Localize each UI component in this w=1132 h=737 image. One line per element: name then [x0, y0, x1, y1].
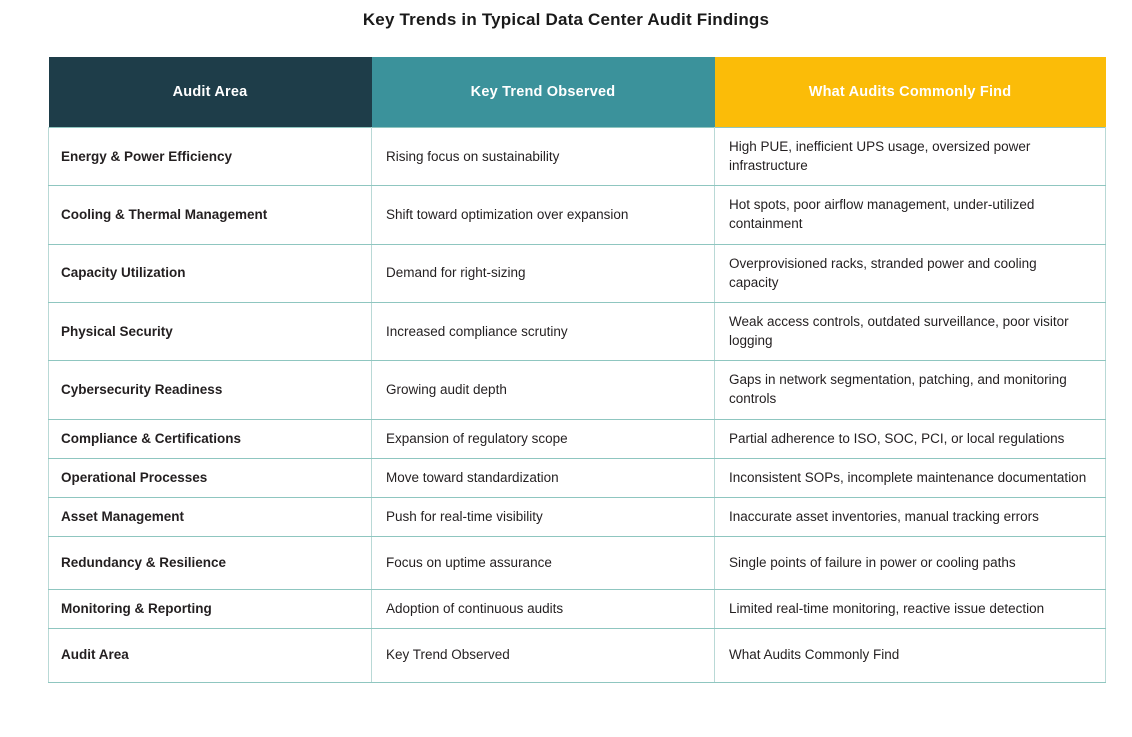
column-header-audit-area[interactable]: Audit Area: [49, 57, 372, 128]
cell-what-audits-commonly-find: Gaps in network segmentation, patching, and monitoring controls: [715, 361, 1106, 419]
cell-key-trend-observed: Push for real-time visibility: [372, 497, 715, 536]
table-row[interactable]: [49, 458, 1106, 497]
cell-audit-area: Asset Management: [49, 497, 372, 536]
cell-audit-area: Cybersecurity Readiness: [49, 361, 372, 419]
table-header: [49, 57, 1106, 128]
cell-what-audits-commonly-find: Inconsistent SOPs, incomplete maintenance documentation: [715, 458, 1106, 497]
table-row[interactable]: [49, 302, 1106, 360]
cell-audit-area: Cooling & Thermal Management: [49, 186, 372, 244]
cell-audit-area: Operational Processes: [49, 458, 372, 497]
cell-audit-area: Capacity Utilization: [49, 244, 372, 302]
cell-key-trend-observed: Rising focus on sustainability: [372, 128, 715, 186]
column-header-key-trend-observed[interactable]: Key Trend Observed: [372, 57, 715, 128]
cell-audit-area: Audit Area: [49, 629, 372, 682]
table-row[interactable]: [49, 497, 1106, 536]
cell-what-audits-commonly-find: What Audits Commonly Find: [715, 629, 1106, 682]
column-header-what-audits-commonly-find[interactable]: What Audits Commonly Find: [715, 57, 1106, 128]
header-row: [49, 57, 1106, 128]
cell-what-audits-commonly-find: Single points of failure in power or cooling paths: [715, 537, 1106, 590]
cell-what-audits-commonly-find: High PUE, inefficient UPS usage, oversized power infrastructure: [715, 128, 1106, 186]
cell-what-audits-commonly-find: Limited real-time monitoring, reactive issue detection: [715, 590, 1106, 629]
cell-audit-area: Physical Security: [49, 302, 372, 360]
cell-audit-area: Redundancy & Resilience: [49, 537, 372, 590]
cell-key-trend-observed: Increased compliance scrutiny: [372, 302, 715, 360]
cell-key-trend-observed: Shift toward optimization over expansion: [372, 186, 715, 244]
cell-key-trend-observed: Focus on uptime assurance: [372, 537, 715, 590]
table-row[interactable]: [49, 128, 1106, 186]
cell-what-audits-commonly-find: Partial adherence to ISO, SOC, PCI, or local regulations: [715, 419, 1106, 458]
audit-findings-table: [48, 57, 1106, 683]
table-row[interactable]: [49, 419, 1106, 458]
cell-key-trend-observed: Adoption of continuous audits: [372, 590, 715, 629]
table-row[interactable]: [49, 361, 1106, 419]
cell-key-trend-observed: Demand for right-sizing: [372, 244, 715, 302]
audit-table-container: [48, 57, 1105, 683]
cell-what-audits-commonly-find: Hot spots, poor airflow management, under-utilized containment: [715, 186, 1106, 244]
cell-audit-area: Compliance & Certifications: [49, 419, 372, 458]
cell-key-trend-observed: Expansion of regulatory scope: [372, 419, 715, 458]
table-row[interactable]: [49, 244, 1106, 302]
table-row[interactable]: [49, 629, 1106, 682]
table-row[interactable]: [49, 186, 1106, 244]
cell-key-trend-observed: Key Trend Observed: [372, 629, 715, 682]
cell-what-audits-commonly-find: Inaccurate asset inventories, manual tracking errors: [715, 497, 1106, 536]
cell-key-trend-observed: Growing audit depth: [372, 361, 715, 419]
table-row[interactable]: [49, 590, 1106, 629]
cell-key-trend-observed: Move toward standardization: [372, 458, 715, 497]
page-title: Key Trends in Typical Data Center Audit Findings: [362, 10, 770, 29]
cell-what-audits-commonly-find: Overprovisioned racks, stranded power and cooling capacity: [715, 244, 1106, 302]
cell-audit-area: Monitoring & Reporting: [49, 590, 372, 629]
cell-what-audits-commonly-find: Weak access controls, outdated surveillance, poor visitor logging: [715, 302, 1106, 360]
table-row[interactable]: [49, 537, 1106, 590]
cell-audit-area: Energy & Power Efficiency: [49, 128, 372, 186]
table-body: [49, 128, 1106, 683]
